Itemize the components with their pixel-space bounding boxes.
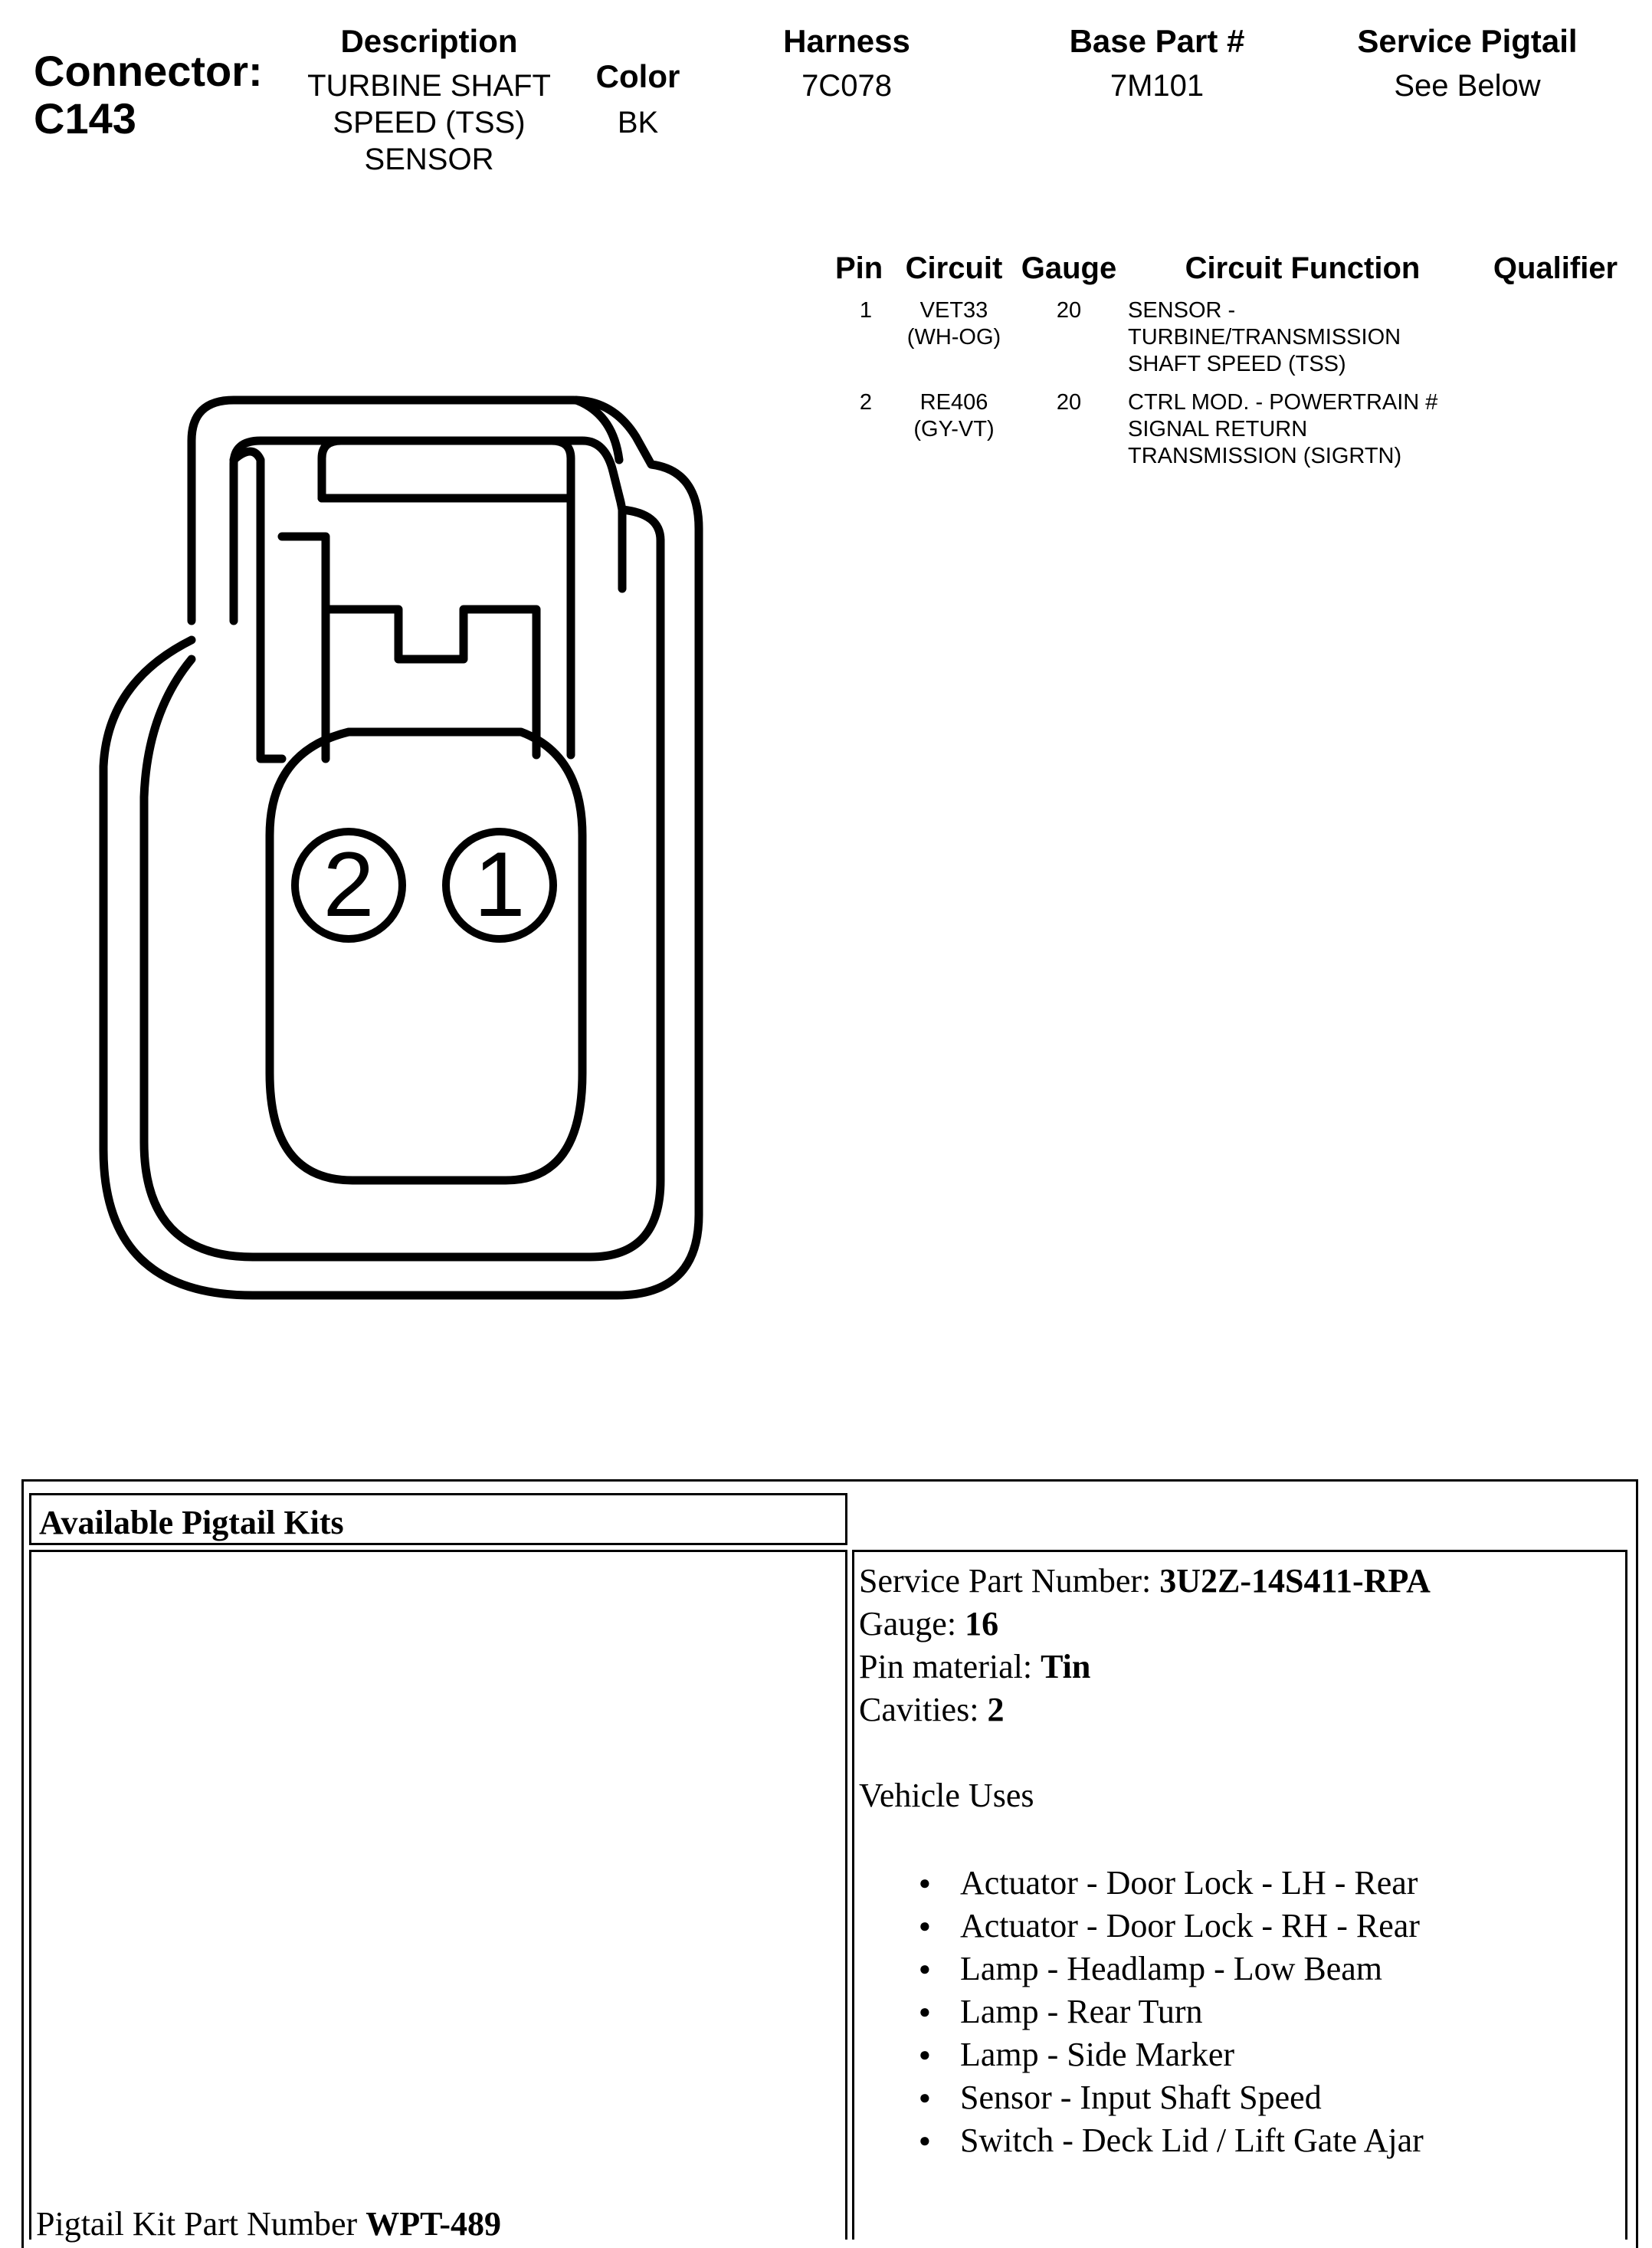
- circuit-function-cell: [1128, 389, 1480, 470]
- base-part-value: 7M101: [1110, 69, 1205, 103]
- list-item: ● Actuator - Door Lock - LH - Rear: [919, 1862, 1621, 1905]
- terminal-insert: [270, 732, 582, 1180]
- pin-number: 2: [859, 390, 873, 415]
- service-part-number-line: [859, 1560, 1621, 1603]
- pin-material-value: Tin: [1041, 1648, 1091, 1685]
- housing-outer-outline: [103, 400, 699, 1295]
- function-line: TURBINE/TRANSMISSION: [1128, 325, 1401, 350]
- locking-tab-left-rail: [234, 451, 282, 759]
- function-line: SENSOR -: [1128, 298, 1236, 323]
- circuit-function-header: Circuit Function: [1185, 251, 1421, 285]
- color-value: BK: [617, 106, 659, 139]
- pigtail-kit-part-number: [36, 2203, 501, 2246]
- list-item: ● Lamp - Side Marker: [919, 2033, 1621, 2076]
- description-header: Description: [340, 23, 518, 59]
- harness-header: Harness: [783, 23, 910, 59]
- gauge-header: Gauge: [1021, 251, 1117, 285]
- gauge-value: 16: [965, 1605, 999, 1643]
- harness-value: 7C078: [801, 69, 892, 103]
- function-line: SHAFT SPEED (TSS): [1128, 352, 1346, 376]
- list-item: ● Actuator - Door Lock - RH - Rear: [919, 1905, 1621, 1948]
- locking-tab-inner: [282, 537, 536, 759]
- list-item: ● Lamp - Rear Turn: [919, 1990, 1621, 2033]
- pigtail-kit-left-cell: [29, 1550, 847, 2243]
- vehicle-uses-heading: Vehicle Uses: [859, 1777, 1034, 1814]
- pin-number: 1: [859, 298, 873, 323]
- gauge-cell: 20: [1056, 390, 1082, 415]
- qualifier-header: Qualifier: [1493, 251, 1618, 285]
- pigtail-kit-number: WPT-489: [365, 2205, 502, 2243]
- service-part-label: Service Part Number:: [859, 1562, 1152, 1600]
- circuit-cell: [896, 389, 1011, 443]
- pigtail-kits-title-cell: [29, 1493, 847, 1545]
- gauge-line: [859, 1603, 1621, 1646]
- pigtail-kit-label: Pigtail Kit Part Number: [36, 2205, 358, 2243]
- color-header: Color: [595, 58, 680, 94]
- pin-header: Pin: [835, 251, 883, 285]
- circuit-id: VET33: [919, 298, 988, 323]
- pin-material-label: Pin material:: [859, 1648, 1033, 1685]
- service-pigtail-header: Service Pigtail: [1357, 23, 1578, 59]
- function-line: TRANSMISSION (SIGRTN): [1128, 444, 1402, 468]
- description-line: SPEED (TSS): [333, 106, 526, 139]
- gauge-cell: 20: [1056, 298, 1082, 323]
- wire-color: (WH-OG): [906, 325, 1001, 350]
- cavity-1-label: 1: [474, 833, 526, 936]
- pin-material-line: [859, 1646, 1621, 1688]
- circuit-id: RE406: [919, 390, 988, 415]
- base-part-header: Base Part #: [1069, 23, 1245, 59]
- cavities-value: 2: [987, 1691, 1005, 1728]
- wire-color: (GY-VT): [913, 417, 995, 441]
- function-line: CTRL MOD. - POWERTRAIN #: [1128, 390, 1438, 415]
- list-item: ● Sensor - Input Shaft Speed: [919, 2076, 1621, 2119]
- description-line: SENSOR: [364, 143, 494, 176]
- service-part-value: 3U2Z-14S411-RPA: [1159, 1562, 1431, 1600]
- circuit-header: Circuit: [905, 251, 1003, 285]
- pigtail-kits-title: Available Pigtail Kits: [39, 1504, 344, 1541]
- description-line: TURBINE SHAFT: [307, 69, 551, 103]
- function-line: SIGNAL RETURN: [1128, 417, 1308, 441]
- list-item: ● Lamp - Headlamp - Low Beam: [919, 1948, 1621, 1990]
- list-item: ● Switch - Deck Lid / Lift Gate Ajar: [919, 2119, 1621, 2162]
- cavities-line: [859, 1688, 1621, 1731]
- vehicle-uses-list: [919, 1862, 1621, 2162]
- connector-id: C143: [34, 94, 136, 143]
- connector-label-text: Connector:: [34, 47, 263, 95]
- cavities-label: Cavities:: [859, 1691, 979, 1728]
- connector-face-diagram: [0, 0, 766, 1380]
- circuit-function-cell: [1128, 297, 1480, 378]
- cavity-2-label: 2: [323, 833, 375, 936]
- pigtail-kit-details-cell: [852, 1550, 1627, 2240]
- gauge-label: Gauge:: [859, 1605, 957, 1643]
- circuit-cell: [896, 297, 1011, 351]
- service-pigtail-value: See Below: [1394, 69, 1541, 103]
